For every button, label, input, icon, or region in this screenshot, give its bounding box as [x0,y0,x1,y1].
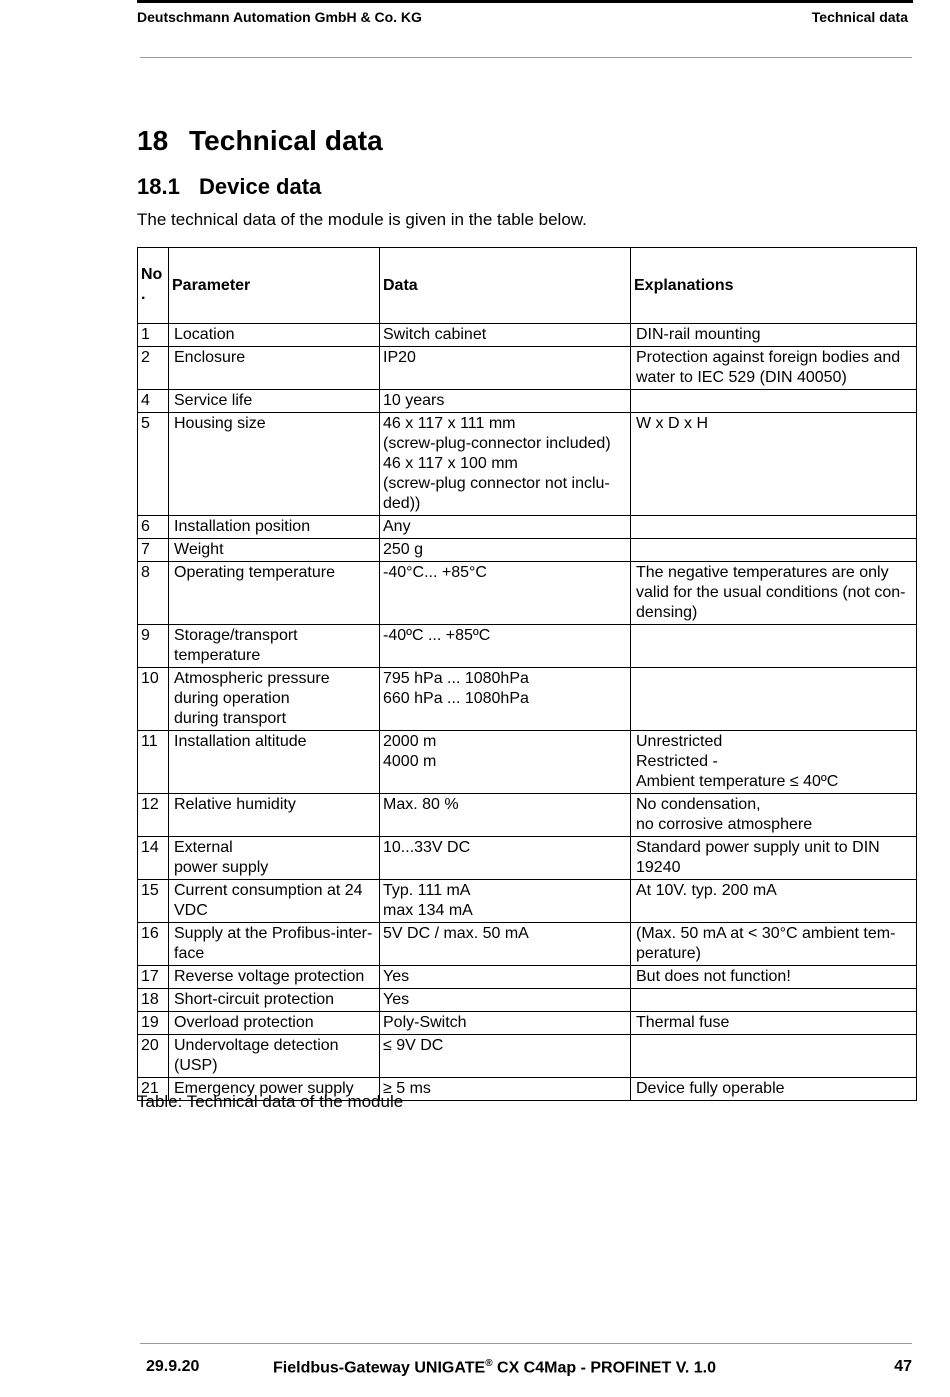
cell-line: Emergency power supply [174,1080,354,1097]
table-row [138,562,917,625]
table-body [138,324,917,1101]
footer-page-number: 47 [894,1358,912,1375]
cell-line: Storage/transport [174,627,298,644]
cell-explanations [631,837,917,880]
cell-data [380,880,631,923]
cell-line: Typ. 111 mA [383,882,471,899]
cell-explanations [631,413,917,516]
cell-line: Device fully operable [636,1080,785,1097]
cell-no: 12 [138,794,169,837]
chapter-title: Technical data [189,125,383,156]
cell-line: Current consumption at 24 [174,882,363,899]
table-row [138,625,917,668]
table-row [138,837,917,880]
cell-line: Installation position [174,518,311,535]
header-company: Deutschmann Automation GmbH & Co. KG [137,9,422,25]
cell-data [380,347,631,390]
section-number: 18.1 [137,174,180,199]
cell-parameter [169,390,380,413]
cell-line: 19240 [636,859,681,876]
cell-no: 9 [138,625,169,668]
table-row [138,989,917,1012]
table-row [138,923,917,966]
table-row [138,1035,917,1078]
table-row [138,347,917,390]
cell-line: External [174,839,233,856]
cell-no: 11 [138,731,169,794]
cell-explanations [631,625,917,668]
cell-line: Thermal fuse [636,1014,730,1031]
cell-no: 20 [138,1035,169,1078]
cell-line: (USP) [174,1057,218,1074]
section-title: Device data [199,174,322,199]
column-header-no: No . [138,248,169,324]
cell-parameter [169,880,380,923]
cell-data [380,837,631,880]
cell-parameter [169,1035,380,1078]
table-row [138,880,917,923]
cell-line: 10 years [383,392,445,409]
cell-line: The negative temperatures are only [636,564,889,581]
cell-line: DIN-rail mounting [636,326,761,343]
column-header-parameter: Parameter [169,248,380,324]
cell-line: during transport [174,710,287,727]
cell-no: 1 [138,324,169,347]
cell-explanations [631,390,917,413]
cell-line: max 134 mA [383,902,473,919]
column-header-data: Data [380,248,631,324]
cell-line: -40ºC ... +85ºC [383,627,491,644]
cell-parameter [169,731,380,794]
cell-line: But does not function! [636,968,791,985]
trademark-symbol: ® [485,1358,493,1369]
footer-date: 29.9.20 [146,1358,200,1375]
cell-parameter [169,668,380,731]
table-row [138,1012,917,1035]
cell-no: 10 [138,668,169,731]
cell-line: Switch cabinet [383,326,487,343]
cell-line: 46 x 117 x 100 mm [383,455,518,472]
cell-explanations [631,731,917,794]
cell-explanations [631,668,917,731]
cell-data [380,390,631,413]
cell-line: Protection against foreign bodies and [636,349,901,366]
cell-line: densing) [636,604,698,621]
cell-no: 8 [138,562,169,625]
intro-text: The technical data of the module is given in the table below. [137,210,587,229]
cell-line: No condensation, [636,796,761,813]
cell-line: face [174,945,205,962]
cell-parameter [169,794,380,837]
cell-data [380,966,631,989]
cell-line: Installation altitude [174,733,307,750]
cell-data [380,668,631,731]
cell-data [380,413,631,516]
cell-data [380,324,631,347]
cell-data [380,539,631,562]
cell-line: 795 hPa ... 1080hPa [383,670,529,687]
chapter-heading [137,125,383,157]
table-header-row [138,248,917,324]
table-caption: Table: Technical data of the module [137,1092,404,1111]
cell-data [380,562,631,625]
cell-line: Overload protection [174,1014,314,1031]
cell-line: 660 hPa ... 1080hPa [383,690,529,707]
cell-line: (screw-plug connector not inclu- [383,475,610,492]
cell-line: Unrestricted [636,733,723,750]
cell-line: 2000 m [383,733,437,750]
cell-line: Restricted - [636,753,718,770]
table-row [138,390,917,413]
cell-line: 46 x 117 x 111 mm [383,415,516,432]
section-heading [137,174,321,200]
cell-no: 15 [138,880,169,923]
table-row [138,668,917,731]
cell-no: 19 [138,1012,169,1035]
cell-data [380,1035,631,1078]
table-row [138,966,917,989]
cell-parameter [169,966,380,989]
cell-line: Weight [174,541,224,558]
cell-data [380,989,631,1012]
table-row [138,413,917,516]
cell-explanations [631,562,917,625]
cell-no: 21 [138,1078,169,1101]
cell-line: Any [383,518,411,535]
cell-explanations [631,1035,917,1078]
cell-line: Reverse voltage protection [174,968,365,985]
cell-line: valid for the usual conditions (not con- [636,584,906,601]
cell-line: during operation [174,690,290,707]
cell-parameter [169,837,380,880]
cell-line: Poly-Switch [383,1014,467,1031]
cell-explanations [631,966,917,989]
cell-line: (screw-plug-connector included) [383,435,611,452]
cell-no: 16 [138,923,169,966]
cell-line: Short-circuit protection [174,991,335,1008]
cell-line: Max. 80 % [383,796,459,813]
table-row [138,324,917,347]
cell-no: 17 [138,966,169,989]
table-row [138,516,917,539]
cell-line: W x D x H [636,415,708,432]
table-row [138,731,917,794]
footer-document-title: Fieldbus-Gateway UNIGATE® CX C4Map - PROFINET V. 1.0 [273,1358,717,1377]
cell-parameter [169,413,380,516]
table-row [138,794,917,837]
cell-line: no corrosive atmosphere [636,816,813,833]
cell-explanations [631,923,917,966]
cell-parameter [169,516,380,539]
cell-line: ded)) [383,495,421,512]
cell-line: Atmospheric pressure [174,670,330,687]
cell-line: At 10V. typ. 200 mA [636,882,777,899]
cell-line: Ambient temperature ≤ 40ºC [636,773,839,790]
cell-line: Location [174,326,235,343]
cell-no: 14 [138,837,169,880]
cell-line: ≤ 9V DC [383,1037,444,1054]
cell-data [380,731,631,794]
cell-explanations [631,880,917,923]
cell-line: 10...33V DC [383,839,471,856]
cell-parameter [169,539,380,562]
cell-no: 18 [138,989,169,1012]
cell-line: Yes [383,968,410,985]
cell-parameter [169,923,380,966]
cell-line: Undervoltage detection [174,1037,339,1054]
cell-line: Yes [383,991,410,1008]
cell-line: -40°C... +85°C [383,564,487,581]
header-top-rule [137,0,913,3]
footer-rule [140,1343,912,1344]
cell-parameter [169,625,380,668]
cell-line: Relative humidity [174,796,296,813]
cell-explanations [631,794,917,837]
cell-no: 6 [138,516,169,539]
cell-line: Service life [174,392,253,409]
cell-line: perature) [636,945,701,962]
cell-line: Supply at the Profibus-inter- [174,925,373,942]
cell-line: (Max. 50 mA at < 30°C ambient tem- [636,925,896,942]
cell-explanations [631,516,917,539]
cell-line: 5V DC / max. 50 mA [383,925,529,942]
cell-data [380,516,631,539]
cell-data [380,1078,631,1101]
cell-explanations [631,324,917,347]
cell-line: VDC [174,902,208,919]
cell-line: Operating temperature [174,564,335,581]
cell-explanations [631,347,917,390]
cell-no: 4 [138,390,169,413]
chapter-number: 18 [137,125,169,156]
cell-line: 250 g [383,541,424,558]
cell-line: water to IEC 529 (DIN 40050) [636,369,847,386]
cell-explanations [631,989,917,1012]
cell-line: temperature [174,647,261,664]
column-header-explanations: Explanations [631,248,917,324]
technical-data-table [137,247,917,1101]
cell-parameter [169,989,380,1012]
cell-data [380,923,631,966]
cell-data [380,794,631,837]
cell-explanations [631,539,917,562]
cell-parameter [169,1012,380,1035]
cell-no: 7 [138,539,169,562]
cell-line: Housing size [174,415,266,432]
cell-explanations [631,1078,917,1101]
cell-line: Standard power supply unit to DIN [636,839,880,856]
cell-no: 2 [138,347,169,390]
cell-parameter [169,347,380,390]
cell-parameter [169,562,380,625]
cell-line: Enclosure [174,349,246,366]
cell-line: ≥ 5 ms [383,1080,431,1097]
header-rule [140,57,912,58]
header-section: Technical data [811,9,908,25]
cell-explanations [631,1012,917,1035]
cell-data [380,625,631,668]
cell-data [380,1012,631,1035]
cell-line: power supply [174,859,269,876]
cell-parameter [169,324,380,347]
cell-no: 5 [138,413,169,516]
cell-line: 4000 m [383,753,437,770]
cell-line: IP20 [383,349,416,366]
table-row [138,539,917,562]
